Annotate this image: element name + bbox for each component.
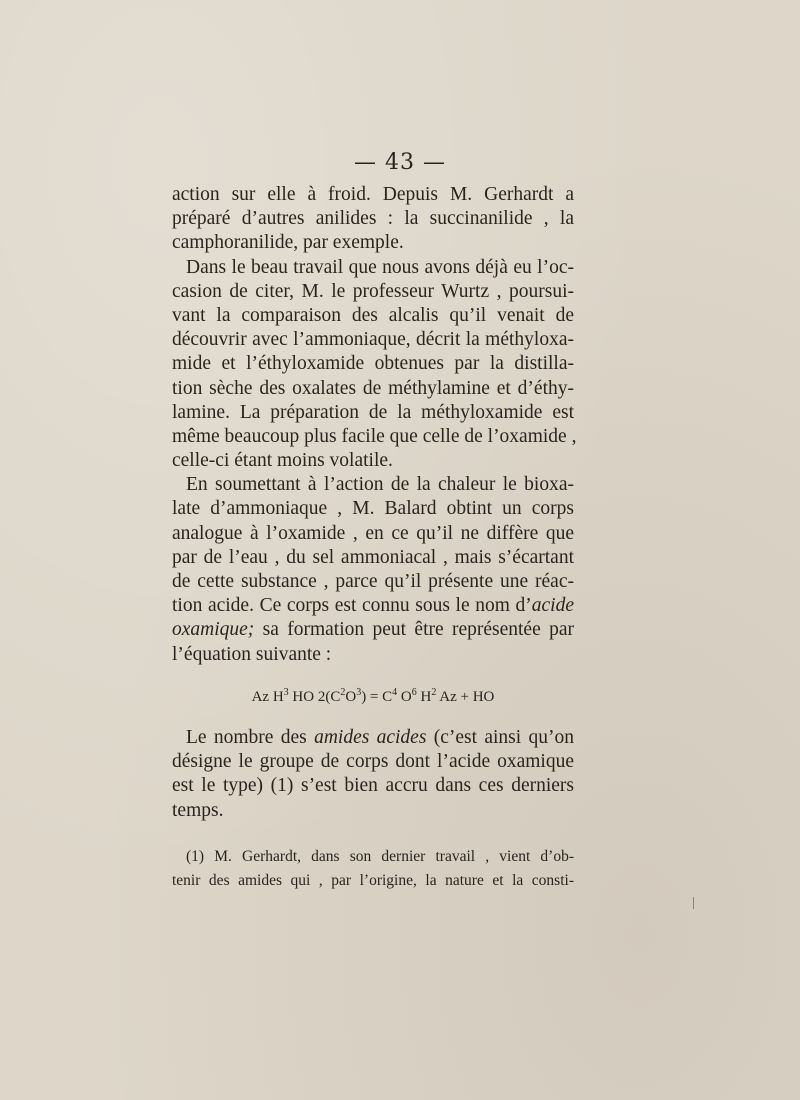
text-line: action sur elle à froid. Depuis M. Gerhardt a (172, 184, 574, 205)
text-line: tion sèche des oxalates de méthylamine et d’éthy- (172, 377, 574, 399)
text-line: désigne le groupe de corps dont l’acide oxamique (172, 751, 574, 773)
text-line: analogue à l’oxamide , en ce qu’il ne diffère que (172, 522, 574, 544)
text-line: temps. (172, 799, 224, 821)
text-segment: tion acide. Ce corps est connu sous le nom d’ (172, 595, 532, 617)
equation-part: O (345, 689, 357, 705)
text-line: découvrir avec l’ammoniaque, décrit la méthyloxa- (172, 329, 574, 351)
text-line: est le type) (1) s’est bien accru dans ces derniers (172, 775, 574, 797)
margin-mark (693, 897, 694, 909)
chemical-equation (172, 687, 574, 706)
text-line: late d’ammoniaque , M. Balard obtint un corps (172, 498, 574, 520)
text-line: par de l’eau , du sel ammoniacal , mais s’écartant (172, 546, 574, 568)
footnote-line: (1) M. Gerhardt, dans son dernier travail , vient d’ob- (186, 848, 574, 865)
paragraph-2 (172, 256, 577, 474)
footnote (172, 845, 574, 893)
paragraph-3 (172, 473, 574, 667)
equation-superscript: 3 (283, 687, 289, 698)
text-line: camphoranilide, par exemple. (172, 232, 404, 254)
equation-part: HO 2(C (288, 689, 341, 705)
paragraph-4 (172, 726, 574, 823)
equation-superscript: 2 (340, 687, 346, 698)
text-line: celle-ci étant moins volatile. (172, 450, 393, 472)
equation-part: Az + HO (436, 689, 495, 705)
equation-part: H (416, 689, 432, 705)
text-line (172, 594, 574, 618)
equation-part: Az H (251, 689, 284, 705)
text-line: En soumettant à l’action de la chaleur le bioxa- (186, 474, 574, 496)
page-number: — 43 — (354, 150, 446, 175)
text-line: lamine. La préparation de la méthyloxamide est (172, 401, 574, 423)
paragraph-1 (172, 183, 574, 256)
italic-term: amides acides (314, 727, 427, 748)
equation-superscript: 2 (431, 687, 437, 698)
text-line: mide et l’éthyloxamide obtenues par la distilla- (172, 353, 574, 375)
text-line: l’équation suivante : (172, 643, 332, 665)
text-segment: (c’est ainsi qu’on (426, 727, 574, 748)
text-line (172, 726, 574, 750)
text-line: de cette substance , parce qu’il présente une réac- (172, 571, 574, 592)
equation-superscript: 6 (411, 687, 417, 698)
text-segment: sa formation peut être représentée par (254, 619, 574, 641)
equation-part: ) = C (361, 689, 393, 705)
equation-superscript: 4 (392, 687, 398, 698)
italic-term: oxamique; (172, 619, 255, 641)
footnote-line: tenir des amides qui , par l’origine, la nature et la consti- (172, 872, 574, 889)
italic-term: acide (531, 595, 574, 617)
text-line: casion de citer, M. le professeur Wurtz , poursui- (172, 280, 574, 302)
main-text (172, 183, 577, 667)
text-line: même beaucoup plus facile que celle de l’oxamide , (172, 425, 577, 447)
equation-superscript: 3 (356, 687, 362, 698)
text-segment: Le nombre des (186, 727, 315, 748)
text-line (172, 618, 574, 642)
text-line: vant la comparaison des alcalis qu’il venait de (172, 304, 574, 326)
text-line: Dans le beau travail que nous avons déjà eu l’oc- (186, 256, 574, 278)
text-line: préparé d’autres anilides : la succinanilide , la (172, 208, 574, 230)
equation-part: O (397, 689, 412, 705)
